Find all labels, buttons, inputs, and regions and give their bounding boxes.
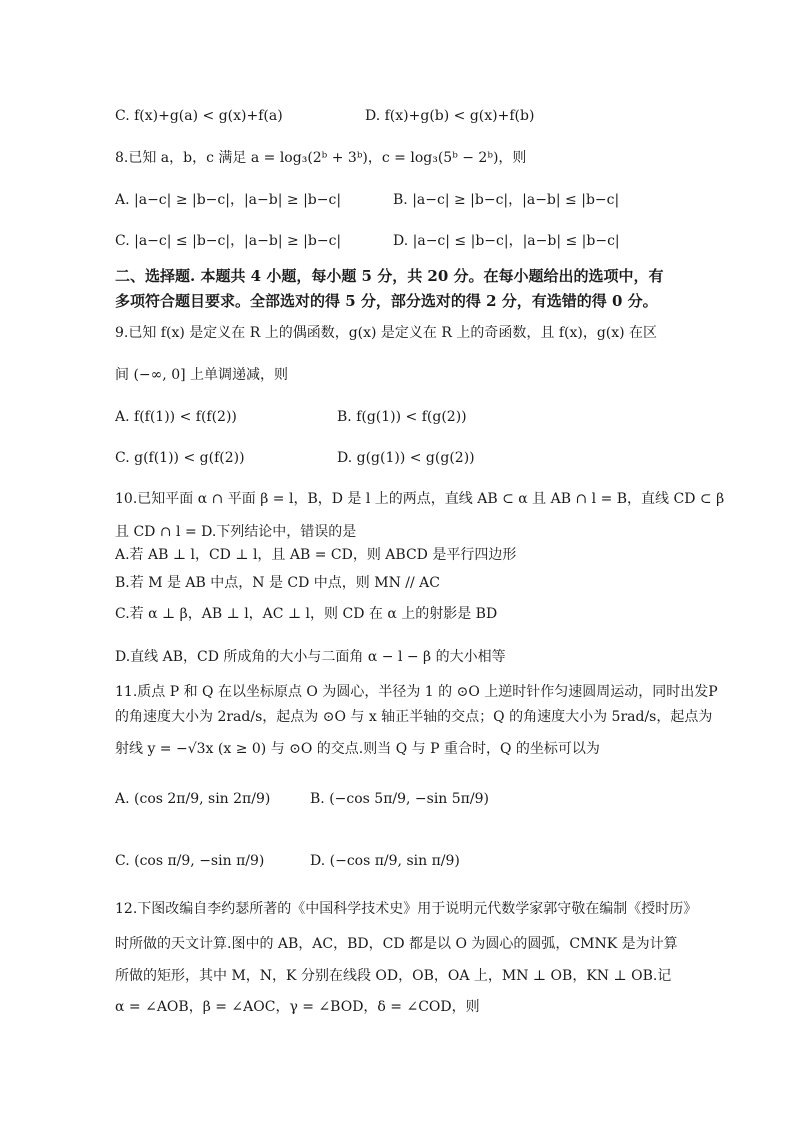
q11-option-c: C. (cos π/9, −sin π/9) (115, 853, 265, 869)
q8-stem: 8.已知 a，b，c 满足 a = log₃(2ᵇ + 3ᵇ)，c = log₃(5ᵇ − 2ᵇ)，则 (115, 150, 527, 166)
q9-option-b: B. f(g(1)) < f(g(2)) (337, 409, 467, 425)
q8-option-a: A. |a−c| ≥ |b−c|，|a−b| ≥ |b−c| (115, 192, 342, 208)
q10-stem-line2: 且 CD ∩ l = D.下列结论中，错误的是 (115, 524, 357, 540)
q12-stem-line3: 所做的矩形，其中 M，N，K 分别在线段 OD，OB，OA 上，MN ⊥ OB，KN ⊥ OB.记 (115, 968, 672, 984)
section-2-heading-line1: 二、选择题. 本题共 4 小题，每小题 5 分，共 20 分。在每小题给出的选项中，有 (115, 267, 664, 285)
q11-option-d: D. (−cos π/9, sin π/9) (310, 853, 460, 869)
q9-stem-line1: 9.已知 f(x) 是定义在 R 上的偶函数，g(x) 是定义在 R 上的奇函数，且 f(x)，g(x) 在区 (115, 325, 658, 341)
q10-option-d: D.直线 AB，CD 所成角的大小与二面角 α − l − β 的大小相等 (115, 649, 506, 665)
q11-option-a: A. (cos 2π/9, sin 2π/9) (115, 791, 271, 807)
q10-option-c: C.若 α ⊥ β，AB ⊥ l，AC ⊥ l，则 CD 在 α 上的射影是 BD (115, 606, 498, 622)
q12-stem-line4: α = ∠AOB，β = ∠AOC，γ = ∠BOD，δ = ∠COD，则 (115, 999, 480, 1015)
q12-stem-line2: 时所做的天文计算.图中的 AB，AC，BD，CD 都是以 O 为圆心的圆弧，CMNK 是为计算 (115, 936, 678, 952)
q8-option-c: C. |a−c| ≤ |b−c|，|a−b| ≥ |b−c| (115, 233, 342, 249)
q11-option-b: B. (−cos 5π/9, −sin 5π/9) (310, 791, 489, 807)
q8-option-d: D. |a−c| ≤ |b−c|，|a−b| ≤ |b−c| (393, 233, 620, 249)
q7-option-c: C. f(x)+g(a) < g(x)+f(a) (115, 108, 283, 124)
q10-option-a: A.若 AB ⊥ l，CD ⊥ l，且 AB = CD，则 ABCD 是平行四边形 (115, 547, 517, 563)
q9-stem-line2: 间 (−∞, 0] 上单调递减，则 (115, 367, 289, 383)
q9-option-c: C. g(f(1)) < g(f(2)) (115, 450, 245, 466)
q12-stem-line1: 12.下图改编自李约瑟所著的《中国科学技术史》用于说明元代数学家郭守敬在编制《授时历》 (115, 901, 698, 917)
q10-stem-line1: 10.已知平面 α ∩ 平面 β = l，B，D 是 l 上的两点，直线 AB ⊂ α 且 AB ∩ l = B，直线 CD ⊂ β (115, 491, 725, 507)
q10-option-b: B.若 M 是 AB 中点，N 是 CD 中点，则 MN // AC (115, 575, 441, 591)
q8-option-b: B. |a−c| ≥ |b−c|，|a−b| ≤ |b−c| (393, 192, 620, 208)
q11-stem-line2: 的角速度大小为 2rad/s，起点为 ⊙O 与 x 轴正半轴的交点；Q 的角速度大小为 5rad/s，起点为 (115, 709, 713, 725)
section-2-heading-line2: 多项符合题目要求。全部选对的得 5 分，部分选对的得 2 分，有选错的得 0 分。 (115, 292, 658, 310)
q7-option-d: D. f(x)+g(b) < g(x)+f(b) (365, 108, 535, 124)
q9-option-a: A. f(f(1)) < f(f(2)) (115, 409, 237, 425)
q9-option-d: D. g(g(1)) < g(g(2)) (337, 450, 475, 466)
q11-stem-line3: 射线 y = −√3x (x ≥ 0) 与 ⊙O 的交点.则当 Q 与 P 重合时，Q 的坐标可以为 (115, 741, 600, 757)
q11-stem-line1: 11.质点 P 和 Q 在以坐标原点 O 为圆心，半径为 1 的 ⊙O 上逆时针作匀速圆周运动，同时出发P (115, 684, 718, 700)
